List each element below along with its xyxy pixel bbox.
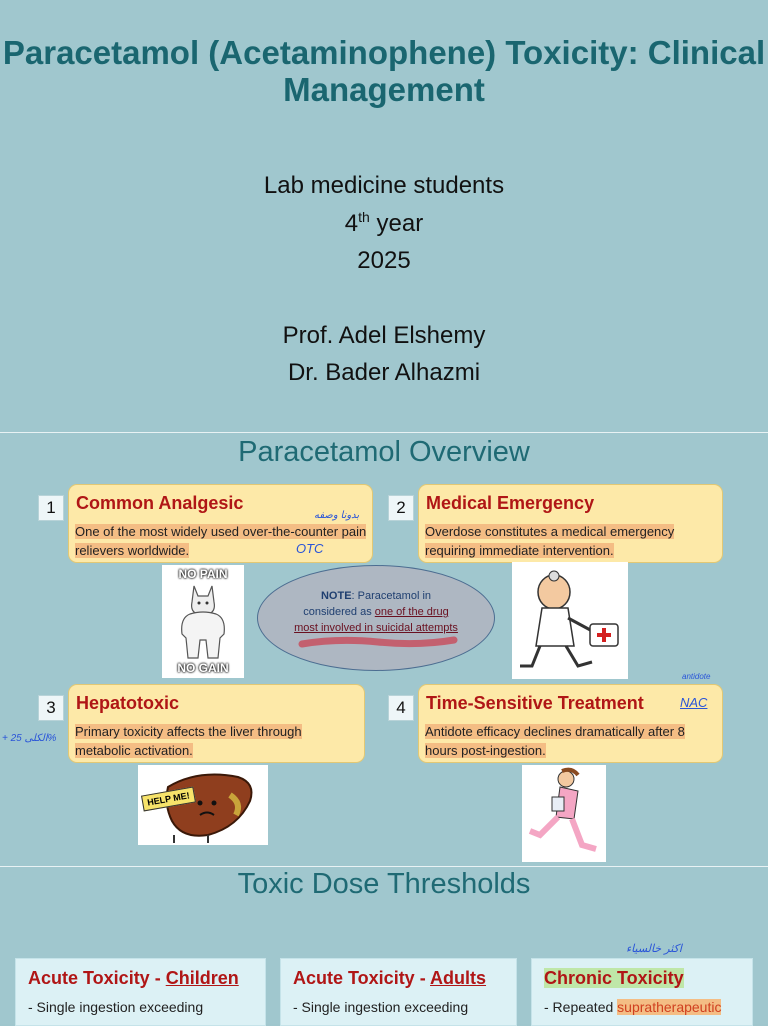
running-nurse-image <box>522 765 606 862</box>
acute-toxicity-adults-card <box>280 958 517 1026</box>
card-number-3: 3 <box>38 695 64 721</box>
meme-bottom-text: NO GAIN <box>177 661 229 675</box>
no-pain-no-gain-image <box>162 565 244 678</box>
overview-heading: Paracetamol Overview <box>238 436 530 468</box>
date-text: 2025 <box>357 247 411 274</box>
card-description: - Single ingestion exceeding <box>28 999 204 1015</box>
card-title: Common Analgesic <box>76 493 244 513</box>
running-doctor-image <box>512 562 628 679</box>
author-1: Prof. Adel Elshemy <box>282 322 486 349</box>
card-time-sensitive-treatment <box>418 684 723 763</box>
card-title: Acute Toxicity - Children <box>28 968 239 988</box>
doctor-with-first-aid-icon <box>512 562 628 679</box>
card-description: Primary toxicity affects the liver through metabolic activation. <box>75 724 302 758</box>
note-callout <box>257 565 495 671</box>
card-common-analgesic <box>68 484 373 563</box>
handwritten-annotation: + الكلى 25% <box>2 733 57 744</box>
card-title: Chronic Toxicity <box>544 968 684 988</box>
card-description: - Single ingestion exceeding <box>293 999 469 1015</box>
card-description: Overdose constitutes a medical emergency requiring immediate intervention. <box>425 524 675 558</box>
card-medical-emergency <box>418 484 723 563</box>
handwritten-annotation: بدونا وصفه <box>314 510 360 521</box>
year-text: 4th year <box>344 209 424 237</box>
card-title: Medical Emergency <box>426 493 595 513</box>
card-hepatotoxic <box>68 684 365 763</box>
acute-toxicity-children-card <box>15 958 266 1026</box>
title-slide <box>0 0 768 432</box>
card-description: One of the most widely used over-the-counter pain relievers worldwide. <box>75 524 367 558</box>
card-title: Time-Sensitive Treatment <box>426 693 644 713</box>
running-nurse-icon <box>522 765 606 862</box>
card-description: - Repeated supratherapeutic <box>544 999 722 1015</box>
audience-text: Lab medicine students <box>263 172 505 199</box>
handwritten-annotation: NAC <box>680 695 708 710</box>
liver-speech-bubble: HELP ME! <box>141 787 196 812</box>
red-scribble-icon <box>298 634 458 654</box>
card-number-2: 2 <box>388 495 414 521</box>
handwritten-annotation: اكثر خالسياء <box>626 943 682 955</box>
card-title: Hepatotoxic <box>76 693 180 713</box>
card-title: Acute Toxicity - Adults <box>293 968 487 988</box>
card-number-1: 1 <box>38 495 64 521</box>
handwritten-annotation: antidote <box>682 672 711 681</box>
card-number-4: 4 <box>388 695 414 721</box>
meme-top-text: NO PAIN <box>178 567 228 581</box>
author-2: Dr. Bader Alhazmi <box>287 359 481 386</box>
note-text: NOTE: Paracetamol in considered as one of the drug most involved in suicidal attempts <box>294 590 458 634</box>
thresholds-heading: Toxic Dose Thresholds <box>237 868 531 900</box>
chronic-toxicity-card <box>531 958 753 1026</box>
card-description: Antidote efficacy declines dramatically after 8 hours post-ingestion. <box>425 724 685 758</box>
presentation-title: Paracetamol (Acetaminophene) Toxicity: Clinical Management <box>2 34 766 108</box>
muscular-cat-icon <box>170 582 236 660</box>
sad-liver-image <box>138 765 268 845</box>
handwritten-annotation: OTC <box>296 541 324 556</box>
